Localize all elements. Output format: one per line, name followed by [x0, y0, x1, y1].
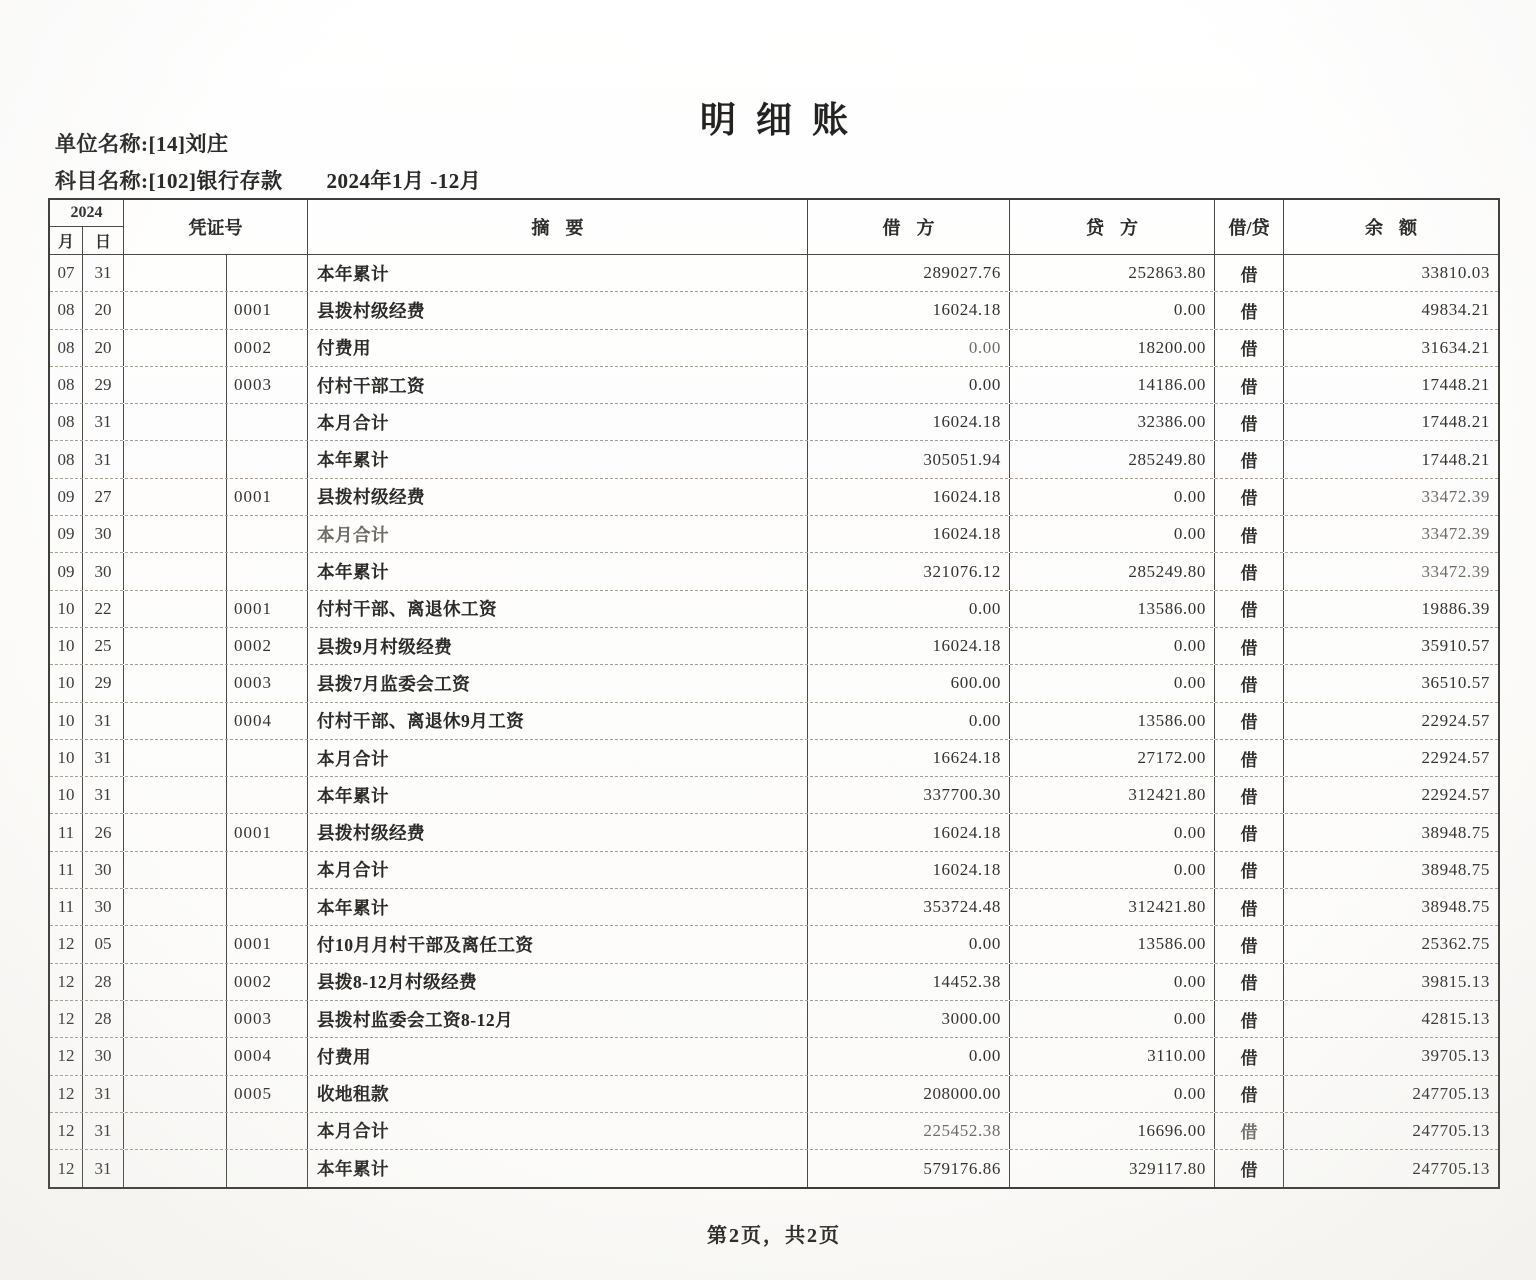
cell-day: 31 — [83, 441, 124, 477]
cell-credit: 3110.00 — [1010, 1038, 1215, 1074]
cell-month: 10 — [50, 628, 83, 664]
cell-direction: 借 — [1215, 926, 1284, 962]
cell-month: 11 — [50, 889, 83, 925]
cell-day: 25 — [83, 628, 124, 664]
cell-summary: 本年累计 — [308, 255, 808, 291]
cell-month: 09 — [50, 516, 83, 552]
cell-voucher-number — [227, 1150, 308, 1187]
cell-month: 08 — [50, 404, 83, 440]
cell-month: 12 — [50, 1113, 83, 1149]
cell-voucher-number — [227, 255, 308, 291]
table-row — [50, 330, 1498, 367]
cell-day: 30 — [83, 889, 124, 925]
cell-credit: 27172.00 — [1010, 740, 1215, 776]
cell-voucher-number: 0001 — [227, 591, 308, 627]
cell-direction: 借 — [1215, 404, 1284, 440]
subject-name: 科目名称:[102]银行存款 — [55, 169, 283, 193]
cell-direction: 借 — [1215, 292, 1284, 328]
cell-balance: 38948.75 — [1421, 897, 1490, 917]
table-header-row — [50, 200, 1498, 255]
cell-month: 10 — [50, 703, 83, 739]
cell-debit: 353724.48 — [808, 889, 1010, 925]
table-row — [50, 553, 1498, 590]
cell-day: 05 — [83, 926, 124, 962]
header-balance: 余额 — [1365, 218, 1433, 238]
table-row — [50, 1001, 1498, 1038]
cell-voucher-spacer — [124, 1001, 227, 1037]
cell-voucher-number — [227, 852, 308, 888]
cell-direction: 借 — [1215, 740, 1284, 776]
cell-debit: 208000.00 — [808, 1076, 1010, 1112]
header-month-day — [50, 227, 123, 254]
table-row — [50, 665, 1498, 702]
cell-voucher-spacer — [124, 740, 227, 776]
cell-summary: 县拨村级经费 — [308, 814, 808, 850]
cell-balance: 38948.75 — [1421, 822, 1490, 842]
cell-credit: 14186.00 — [1010, 367, 1215, 403]
table-row — [50, 1113, 1498, 1150]
cell-debit: 16024.18 — [808, 404, 1010, 440]
cell-voucher-spacer — [124, 1038, 227, 1074]
cell-debit: 3000.00 — [808, 1001, 1010, 1037]
cell-voucher-spacer — [124, 814, 227, 850]
table-row — [50, 889, 1498, 926]
cell-month: 08 — [50, 330, 83, 366]
table-row — [50, 479, 1498, 516]
cell-balance: 39705.13 — [1421, 1046, 1490, 1066]
cell-summary: 付费用 — [308, 1038, 808, 1074]
cell-balance: 33472.39 — [1421, 524, 1490, 544]
cell-balance: 17448.21 — [1421, 375, 1490, 395]
cell-credit: 0.00 — [1010, 852, 1215, 888]
table-body — [50, 255, 1498, 1187]
cell-month: 08 — [50, 441, 83, 477]
cell-voucher-spacer — [124, 330, 227, 366]
table-row — [50, 628, 1498, 665]
cell-direction: 借 — [1215, 703, 1284, 739]
cell-voucher-spacer — [124, 404, 227, 440]
cell-month: 11 — [50, 814, 83, 850]
cell-month: 08 — [50, 292, 83, 328]
header-direction: 借/贷 — [1215, 200, 1284, 254]
cell-month: 12 — [50, 964, 83, 1000]
cell-month: 09 — [50, 553, 83, 589]
page-footer: 第2页，共2页 — [707, 1225, 841, 1247]
cell-month: 10 — [50, 665, 83, 701]
cell-voucher-number: 0001 — [227, 292, 308, 328]
cell-debit: 16024.18 — [808, 516, 1010, 552]
cell-voucher-spacer — [124, 255, 227, 291]
cell-credit: 13586.00 — [1010, 926, 1215, 962]
cell-voucher-number — [227, 404, 308, 440]
cell-voucher-spacer — [124, 665, 227, 701]
cell-summary: 县拨村监委会工资8-12月 — [308, 1001, 808, 1037]
cell-direction: 借 — [1215, 441, 1284, 477]
cell-summary: 本月合计 — [308, 852, 808, 888]
cell-direction: 借 — [1215, 964, 1284, 1000]
cell-day: 26 — [83, 814, 124, 850]
cell-voucher-spacer — [124, 889, 227, 925]
cell-summary: 县拨村级经费 — [308, 479, 808, 515]
cell-summary: 付村干部工资 — [308, 367, 808, 403]
cell-summary: 本月合计 — [308, 404, 808, 440]
cell-month: 12 — [50, 1038, 83, 1074]
cell-credit: 285249.80 — [1010, 441, 1215, 477]
cell-balance: 33810.03 — [1421, 263, 1490, 283]
cell-balance: 33472.39 — [1421, 486, 1490, 506]
cell-debit: 225452.38 — [808, 1113, 1010, 1149]
cell-balance: 42815.13 — [1421, 1009, 1490, 1029]
cell-summary: 县拨村级经费 — [308, 292, 808, 328]
cell-direction: 借 — [1215, 1001, 1284, 1037]
cell-credit: 0.00 — [1010, 479, 1215, 515]
cell-balance: 35910.57 — [1421, 636, 1490, 656]
cell-day: 20 — [83, 292, 124, 328]
cell-direction: 借 — [1215, 330, 1284, 366]
cell-voucher-number: 0001 — [227, 814, 308, 850]
cell-voucher-spacer — [124, 367, 227, 403]
cell-debit: 600.00 — [808, 665, 1010, 701]
subject-line — [55, 165, 481, 195]
cell-debit: 16024.18 — [808, 814, 1010, 850]
cell-month: 10 — [50, 591, 83, 627]
cell-day: 28 — [83, 964, 124, 1000]
cell-day: 31 — [83, 740, 124, 776]
header-month: 月 — [50, 227, 83, 254]
cell-credit: 18200.00 — [1010, 330, 1215, 366]
cell-credit: 13586.00 — [1010, 703, 1215, 739]
cell-summary: 本年累计 — [308, 441, 808, 477]
cell-day: 30 — [83, 553, 124, 589]
cell-voucher-spacer — [124, 703, 227, 739]
cell-voucher-number: 0002 — [227, 330, 308, 366]
cell-credit: 285249.80 — [1010, 553, 1215, 589]
cell-day: 31 — [83, 777, 124, 813]
table-row — [50, 404, 1498, 441]
cell-day: 31 — [83, 1150, 124, 1187]
cell-voucher-number: 0004 — [227, 1038, 308, 1074]
cell-day: 30 — [83, 852, 124, 888]
cell-credit: 312421.80 — [1010, 777, 1215, 813]
cell-day: 20 — [83, 330, 124, 366]
cell-voucher-spacer — [124, 553, 227, 589]
cell-voucher-spacer — [124, 628, 227, 664]
cell-direction: 借 — [1215, 479, 1284, 515]
cell-credit: 0.00 — [1010, 665, 1215, 701]
cell-balance: 17448.21 — [1421, 449, 1490, 469]
cell-balance: 247705.13 — [1412, 1120, 1490, 1140]
header-credit: 贷方 — [1010, 200, 1215, 254]
cell-balance: 33472.39 — [1421, 561, 1490, 581]
cell-voucher-number — [227, 740, 308, 776]
unit-name: 单位名称:[14]刘庄 — [55, 132, 229, 156]
table-row — [50, 703, 1498, 740]
period-label: 2024年1月 -12月 — [326, 169, 482, 193]
cell-debit: 0.00 — [808, 703, 1010, 739]
header-voucher-number: 凭证号 — [124, 200, 308, 254]
cell-month: 07 — [50, 255, 83, 291]
cell-voucher-number: 0005 — [227, 1076, 308, 1112]
table-row — [50, 777, 1498, 814]
cell-voucher-number — [227, 777, 308, 813]
cell-summary: 县拨9月村级经费 — [308, 628, 808, 664]
cell-debit: 16624.18 — [808, 740, 1010, 776]
cell-debit: 579176.86 — [808, 1150, 1010, 1187]
cell-voucher-spacer — [124, 516, 227, 552]
cell-voucher-number — [227, 889, 308, 925]
cell-voucher-number: 0002 — [227, 628, 308, 664]
cell-direction: 借 — [1215, 1113, 1284, 1149]
cell-credit: 0.00 — [1010, 516, 1215, 552]
header-debit: 借方 — [808, 200, 1010, 254]
cell-balance: 49834.21 — [1421, 300, 1490, 320]
table-row — [50, 367, 1498, 404]
cell-direction: 借 — [1215, 553, 1284, 589]
table-row — [50, 1150, 1498, 1187]
cell-credit: 0.00 — [1010, 814, 1215, 850]
cell-summary: 本年累计 — [308, 553, 808, 589]
page-title: 明细账 — [699, 100, 868, 140]
cell-direction: 借 — [1215, 777, 1284, 813]
table-row — [50, 740, 1498, 777]
cell-credit: 312421.80 — [1010, 889, 1215, 925]
cell-direction: 借 — [1215, 852, 1284, 888]
cell-credit: 0.00 — [1010, 628, 1215, 664]
cell-voucher-spacer — [124, 926, 227, 962]
cell-direction: 借 — [1215, 1150, 1284, 1187]
cell-balance: 31634.21 — [1421, 337, 1490, 357]
cell-day: 22 — [83, 591, 124, 627]
cell-month: 11 — [50, 852, 83, 888]
cell-balance: 39815.13 — [1421, 971, 1490, 991]
table-row — [50, 926, 1498, 963]
cell-debit: 0.00 — [808, 1038, 1010, 1074]
cell-month: 12 — [50, 1001, 83, 1037]
cell-summary: 县拨8-12月村级经费 — [308, 964, 808, 1000]
cell-balance: 17448.21 — [1421, 412, 1490, 432]
cell-debit: 337700.30 — [808, 777, 1010, 813]
cell-month: 10 — [50, 777, 83, 813]
cell-credit: 13586.00 — [1010, 591, 1215, 627]
cell-day: 29 — [83, 367, 124, 403]
cell-debit: 289027.76 — [808, 255, 1010, 291]
cell-debit: 0.00 — [808, 926, 1010, 962]
cell-voucher-spacer — [124, 1076, 227, 1112]
cell-direction: 借 — [1215, 255, 1284, 291]
cell-voucher-number: 0001 — [227, 926, 308, 962]
cell-day: 31 — [83, 404, 124, 440]
cell-voucher-spacer — [124, 292, 227, 328]
cell-summary: 本年累计 — [308, 777, 808, 813]
cell-balance: 19886.39 — [1421, 598, 1490, 618]
header-year: 2024 — [50, 200, 123, 227]
cell-credit: 329117.80 — [1010, 1150, 1215, 1187]
cell-balance: 247705.13 — [1412, 1158, 1490, 1178]
cell-day: 31 — [83, 1113, 124, 1149]
cell-debit: 0.00 — [808, 591, 1010, 627]
cell-voucher-number: 0001 — [227, 479, 308, 515]
cell-voucher-spacer — [124, 852, 227, 888]
cell-balance: 247705.13 — [1412, 1083, 1490, 1103]
cell-debit: 16024.18 — [808, 852, 1010, 888]
cell-summary: 本月合计 — [308, 1113, 808, 1149]
cell-day: 31 — [83, 703, 124, 739]
cell-summary: 付费用 — [308, 330, 808, 366]
cell-month: 10 — [50, 740, 83, 776]
cell-credit: 0.00 — [1010, 1001, 1215, 1037]
cell-summary: 本年累计 — [308, 1150, 808, 1187]
cell-month: 12 — [50, 1076, 83, 1112]
cell-balance: 38948.75 — [1421, 859, 1490, 879]
cell-voucher-spacer — [124, 441, 227, 477]
cell-direction: 借 — [1215, 814, 1284, 850]
cell-voucher-number: 0003 — [227, 367, 308, 403]
ledger-table — [48, 198, 1500, 1189]
cell-month: 12 — [50, 926, 83, 962]
cell-day: 29 — [83, 665, 124, 701]
table-row — [50, 852, 1498, 889]
cell-summary: 本月合计 — [308, 516, 808, 552]
cell-credit: 0.00 — [1010, 292, 1215, 328]
cell-direction: 借 — [1215, 1038, 1284, 1074]
cell-day: 31 — [83, 255, 124, 291]
cell-summary: 县拨7月监委会工资 — [308, 665, 808, 701]
cell-summary: 本年累计 — [308, 889, 808, 925]
header-summary: 摘要 — [308, 200, 808, 254]
cell-balance: 22924.57 — [1421, 748, 1490, 767]
table-row — [50, 255, 1498, 292]
cell-debit: 321076.12 — [808, 553, 1010, 589]
table-row — [50, 441, 1498, 478]
cell-credit: 252863.80 — [1010, 255, 1215, 291]
table-row — [50, 591, 1498, 628]
cell-voucher-spacer — [124, 964, 227, 1000]
cell-summary: 本月合计 — [308, 740, 808, 776]
cell-voucher-number — [227, 441, 308, 477]
cell-voucher-number — [227, 1113, 308, 1149]
cell-day: 31 — [83, 1076, 124, 1112]
cell-summary: 付村干部、离退休9月工资 — [308, 703, 808, 739]
cell-debit: 16024.18 — [808, 479, 1010, 515]
cell-month: 09 — [50, 479, 83, 515]
header-day: 日 — [94, 234, 111, 251]
cell-debit: 16024.18 — [808, 628, 1010, 664]
cell-voucher-spacer — [124, 479, 227, 515]
cell-voucher-number — [227, 553, 308, 589]
table-row — [50, 964, 1498, 1001]
cell-summary: 付村干部、离退休工资 — [308, 591, 808, 627]
cell-credit: 16696.00 — [1010, 1113, 1215, 1149]
table-row — [50, 292, 1498, 329]
cell-day: 28 — [83, 1001, 124, 1037]
cell-balance: 22924.57 — [1421, 710, 1490, 730]
cell-debit: 0.00 — [808, 330, 1010, 366]
cell-direction: 借 — [1215, 628, 1284, 664]
cell-month: 08 — [50, 367, 83, 403]
cell-direction: 借 — [1215, 591, 1284, 627]
cell-day: 30 — [83, 1038, 124, 1074]
header-date-group — [50, 200, 124, 254]
cell-balance: 36510.57 — [1421, 673, 1490, 693]
cell-direction: 借 — [1215, 665, 1284, 701]
table-row — [50, 1038, 1498, 1075]
cell-balance: 25362.75 — [1421, 934, 1490, 954]
cell-debit: 14452.38 — [808, 964, 1010, 1000]
cell-voucher-number: 0003 — [227, 665, 308, 701]
cell-credit: 0.00 — [1010, 964, 1215, 1000]
cell-direction: 借 — [1215, 889, 1284, 925]
cell-debit: 0.00 — [808, 367, 1010, 403]
cell-day: 27 — [83, 479, 124, 515]
cell-credit: 0.00 — [1010, 1076, 1215, 1112]
cell-voucher-number: 0003 — [227, 1001, 308, 1037]
cell-voucher-spacer — [124, 1113, 227, 1149]
table-row — [50, 1076, 1498, 1113]
cell-voucher-number — [227, 516, 308, 552]
cell-debit: 16024.18 — [808, 292, 1010, 328]
cell-voucher-number: 0004 — [227, 703, 308, 739]
cell-credit: 32386.00 — [1010, 404, 1215, 440]
cell-month: 12 — [50, 1150, 83, 1187]
cell-direction: 借 — [1215, 1076, 1284, 1112]
table-row — [50, 516, 1498, 553]
cell-debit: 305051.94 — [808, 441, 1010, 477]
cell-voucher-spacer — [124, 591, 227, 627]
cell-direction: 借 — [1215, 516, 1284, 552]
cell-direction: 借 — [1215, 367, 1284, 403]
cell-voucher-number: 0002 — [227, 964, 308, 1000]
cell-voucher-spacer — [124, 1150, 227, 1187]
cell-day: 30 — [83, 516, 124, 552]
table-row — [50, 814, 1498, 851]
cell-summary: 收地租款 — [308, 1076, 808, 1112]
cell-summary: 付10月月村干部及离任工资 — [308, 926, 808, 962]
cell-balance: 22924.57 — [1421, 785, 1490, 805]
cell-voucher-spacer — [124, 777, 227, 813]
